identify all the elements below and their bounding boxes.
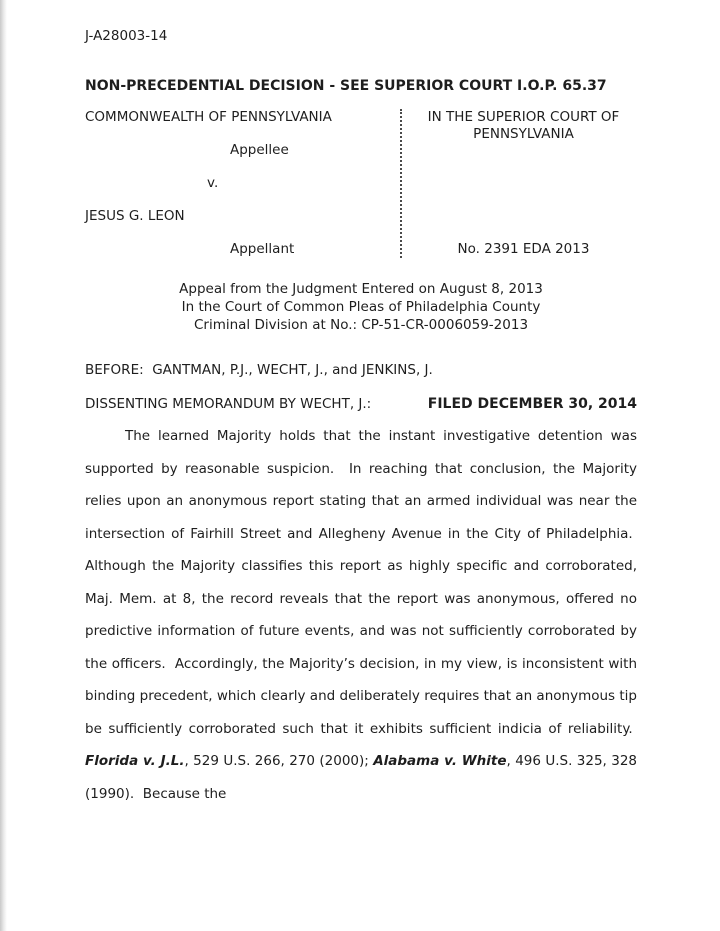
citation-case-alabama-v-white: Alabama v. White xyxy=(373,753,507,769)
court-name-line1: IN THE SUPERIOR COURT OF xyxy=(427,109,620,125)
opinion-paragraph xyxy=(85,420,637,810)
appeal-info-line2: In the Court of Common Pleas of Philadelphia County xyxy=(181,299,541,315)
docket-header: J-A28003-14 xyxy=(85,28,168,44)
appellant-party: JESUS G. LEON xyxy=(85,208,185,224)
appellant-role: Appellant xyxy=(230,241,295,257)
panel-before-line: BEFORE: GANTMAN, P.J., WECHT, J., and JENKINS, J. xyxy=(85,362,433,378)
citation-reporter-2: , 496 U.S. 325, 328 (1990). Because the xyxy=(85,753,637,802)
caption-parties xyxy=(85,109,400,258)
court-name xyxy=(410,109,637,143)
appellee-party: COMMONWEALTH OF PENNSYLVANIA xyxy=(85,109,332,125)
appellee-role: Appellee xyxy=(230,142,289,158)
memorandum-title: DISSENTING MEMORANDUM BY WECHT, J.: xyxy=(85,396,372,412)
citation-case-florida-v-jl: Florida v. J.L. xyxy=(85,753,185,769)
scan-edge-shadow xyxy=(0,0,7,931)
citation-reporter-1: , 529 U.S. 266, 270 (2000); xyxy=(184,753,374,769)
appeal-info xyxy=(85,280,637,334)
appeal-info-line1: Appeal from the Judgment Entered on August 8, 2013 xyxy=(179,281,543,297)
memorandum-title-line xyxy=(85,396,637,413)
caption-court-block xyxy=(402,109,637,258)
versus-label: v. xyxy=(207,175,219,191)
case-number: No. 2391 EDA 2013 xyxy=(457,241,590,257)
case-caption xyxy=(85,109,637,258)
opinion-text: The learned Majority holds that the instant investigative detention was supported by reasonable suspicion. In reaching that conclusion, the Majority relies upon an anonymous report stating that an armed individual was near the intersection of Fairhill Street and Allegheny Avenue in the City of Philadelphia. Although the Majority classifies this report as highly specific and corroborated, Maj. Mem. at 8, the record reveals that the report was anonymous, offered no predictive information of future events, and was not sufficiently corroborated by the officers. Accordingly, the Majority’s decision, in my view, is inconsistent with binding precedent, which clearly and deliberately requires that an anonymous tip be sufficiently corroborated such that it exhibits sufficient indicia of reliability. xyxy=(85,428,637,737)
non-precedential-notice: NON-PRECEDENTIAL DECISION - SEE SUPERIOR COURT I.O.P. 65.37 xyxy=(85,78,607,94)
court-name-line2: PENNSYLVANIA xyxy=(473,126,574,142)
filed-date: FILED DECEMBER 30, 2014 xyxy=(427,396,637,412)
appeal-info-line3: Criminal Division at No.: CP-51-CR-0006059-2013 xyxy=(193,317,529,333)
